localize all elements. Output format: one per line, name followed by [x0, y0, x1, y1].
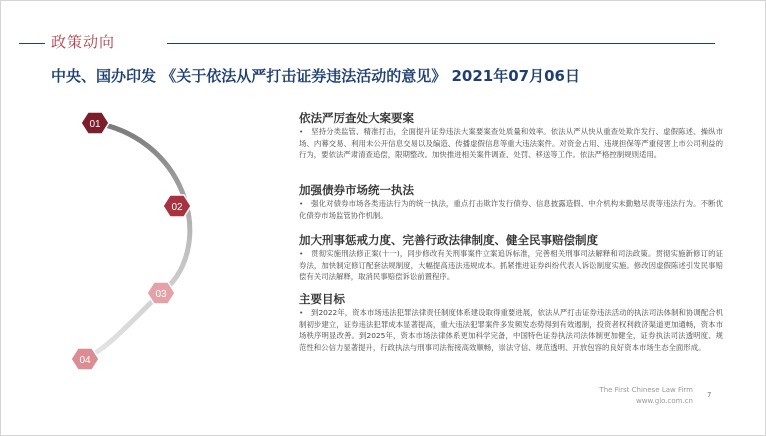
timeline-node-label: 02 — [171, 202, 183, 213]
section-block-4 — [299, 291, 723, 353]
section-block-1 — [299, 110, 723, 161]
page-title: 中央、国办印发 《关于依法从严打击证券违法活动的意见》 2021年07月06日 — [51, 67, 580, 85]
section-block-2 — [299, 182, 723, 221]
header-rule-left — [19, 43, 45, 44]
header-rule — [167, 43, 715, 44]
section-label: 政策动向 — [51, 33, 116, 51]
bullet-icon: • — [299, 127, 304, 136]
section-text: 坚持分类监管、精准打击，全面提升证券违法大案要案查处质量和效率。依法从严从快从重查处欺诈发行、虚假陈述、操纵市场、内幕交易、利用未公开信息交易以及编造、传播虚假信息等重大违法案件。对资金占用、违规担保等严重侵害上市公司利益的行为，要依法严肃清查追偿，限期整改。加快推进相关案件调查、处罚、移送等工作。依法严格控制规则适用。 — [299, 127, 723, 160]
section-body — [299, 248, 723, 283]
bullet-icon: • — [299, 308, 304, 317]
timeline-arc — [85, 123, 190, 359]
timeline-node-label: 01 — [89, 119, 101, 130]
timeline-node-2 — [163, 195, 191, 217]
section-heading: 加强债券市场统一执法 — [299, 183, 414, 197]
timeline-graphic — [41, 101, 241, 401]
timeline-node-4 — [71, 348, 99, 370]
page-number: 7 — [707, 391, 712, 399]
section-body — [299, 198, 723, 221]
section-body — [299, 126, 723, 161]
section-heading: 加大刑事惩戒力度、完善行政法律制度、健全民事赔偿制度 — [299, 233, 598, 247]
footer-url: www.glo.com.cn — [636, 397, 693, 405]
section-text: 强化对债券市场各类违法行为的统一执法，重点打击欺诈发行债券、信息披露造假、中介机构未勤勉尽责等违法行为。不断优化债券市场监管协作机制。 — [299, 199, 723, 220]
timeline-node-label: 04 — [79, 355, 91, 366]
section-text: 到2022年，资本市场违法犯罪法律责任制度体系建设取得重要进展，依法从严打击证券违法活动的执法司法体制和协调配合机制初步建立，证券违法犯罪成本显著提高，重大违法犯罪案件多发频发态势得到有效遏制，投资者权利救济渠道更加通畅，资本市场秩序明显改善。到2025年，资本市场法律体系更加科学完备，中国特色证券执法司法体制更加健全，证券执法司法透明度、规范性和公信力显著提升，行政执法与刑事司法衔接高效顺畅，崇法守信、规范透明、开放包容的良好资本市场生态全面形成。 — [299, 308, 723, 352]
section-body — [299, 307, 723, 353]
section-text: 贯彻实施刑法修正案(十一)，同步修改有关刑事案件立案追诉标准，完善相关刑事司法解释和司法政策。贯彻实施新修订的证券法，加快制定修订配套法规制度，大幅提高违法违规成本。抓紧推进证券纠纷代表人诉讼制度实施。修改因虚假陈述引发民事赔偿有关司法解释，取消民事赔偿诉讼前置程序。 — [299, 249, 723, 282]
section-heading: 依法严厉查处大案要案 — [299, 111, 414, 125]
timeline-node-3 — [147, 282, 175, 304]
timeline-node-1 — [81, 112, 109, 134]
section-heading: 主要目标 — [299, 292, 345, 306]
footer-firm-name: The First Chinese Law Firm — [599, 386, 693, 394]
timeline-node-label: 03 — [155, 289, 167, 300]
bullet-icon: • — [299, 199, 304, 208]
bullet-icon: • — [299, 249, 304, 258]
section-block-3 — [299, 232, 723, 283]
